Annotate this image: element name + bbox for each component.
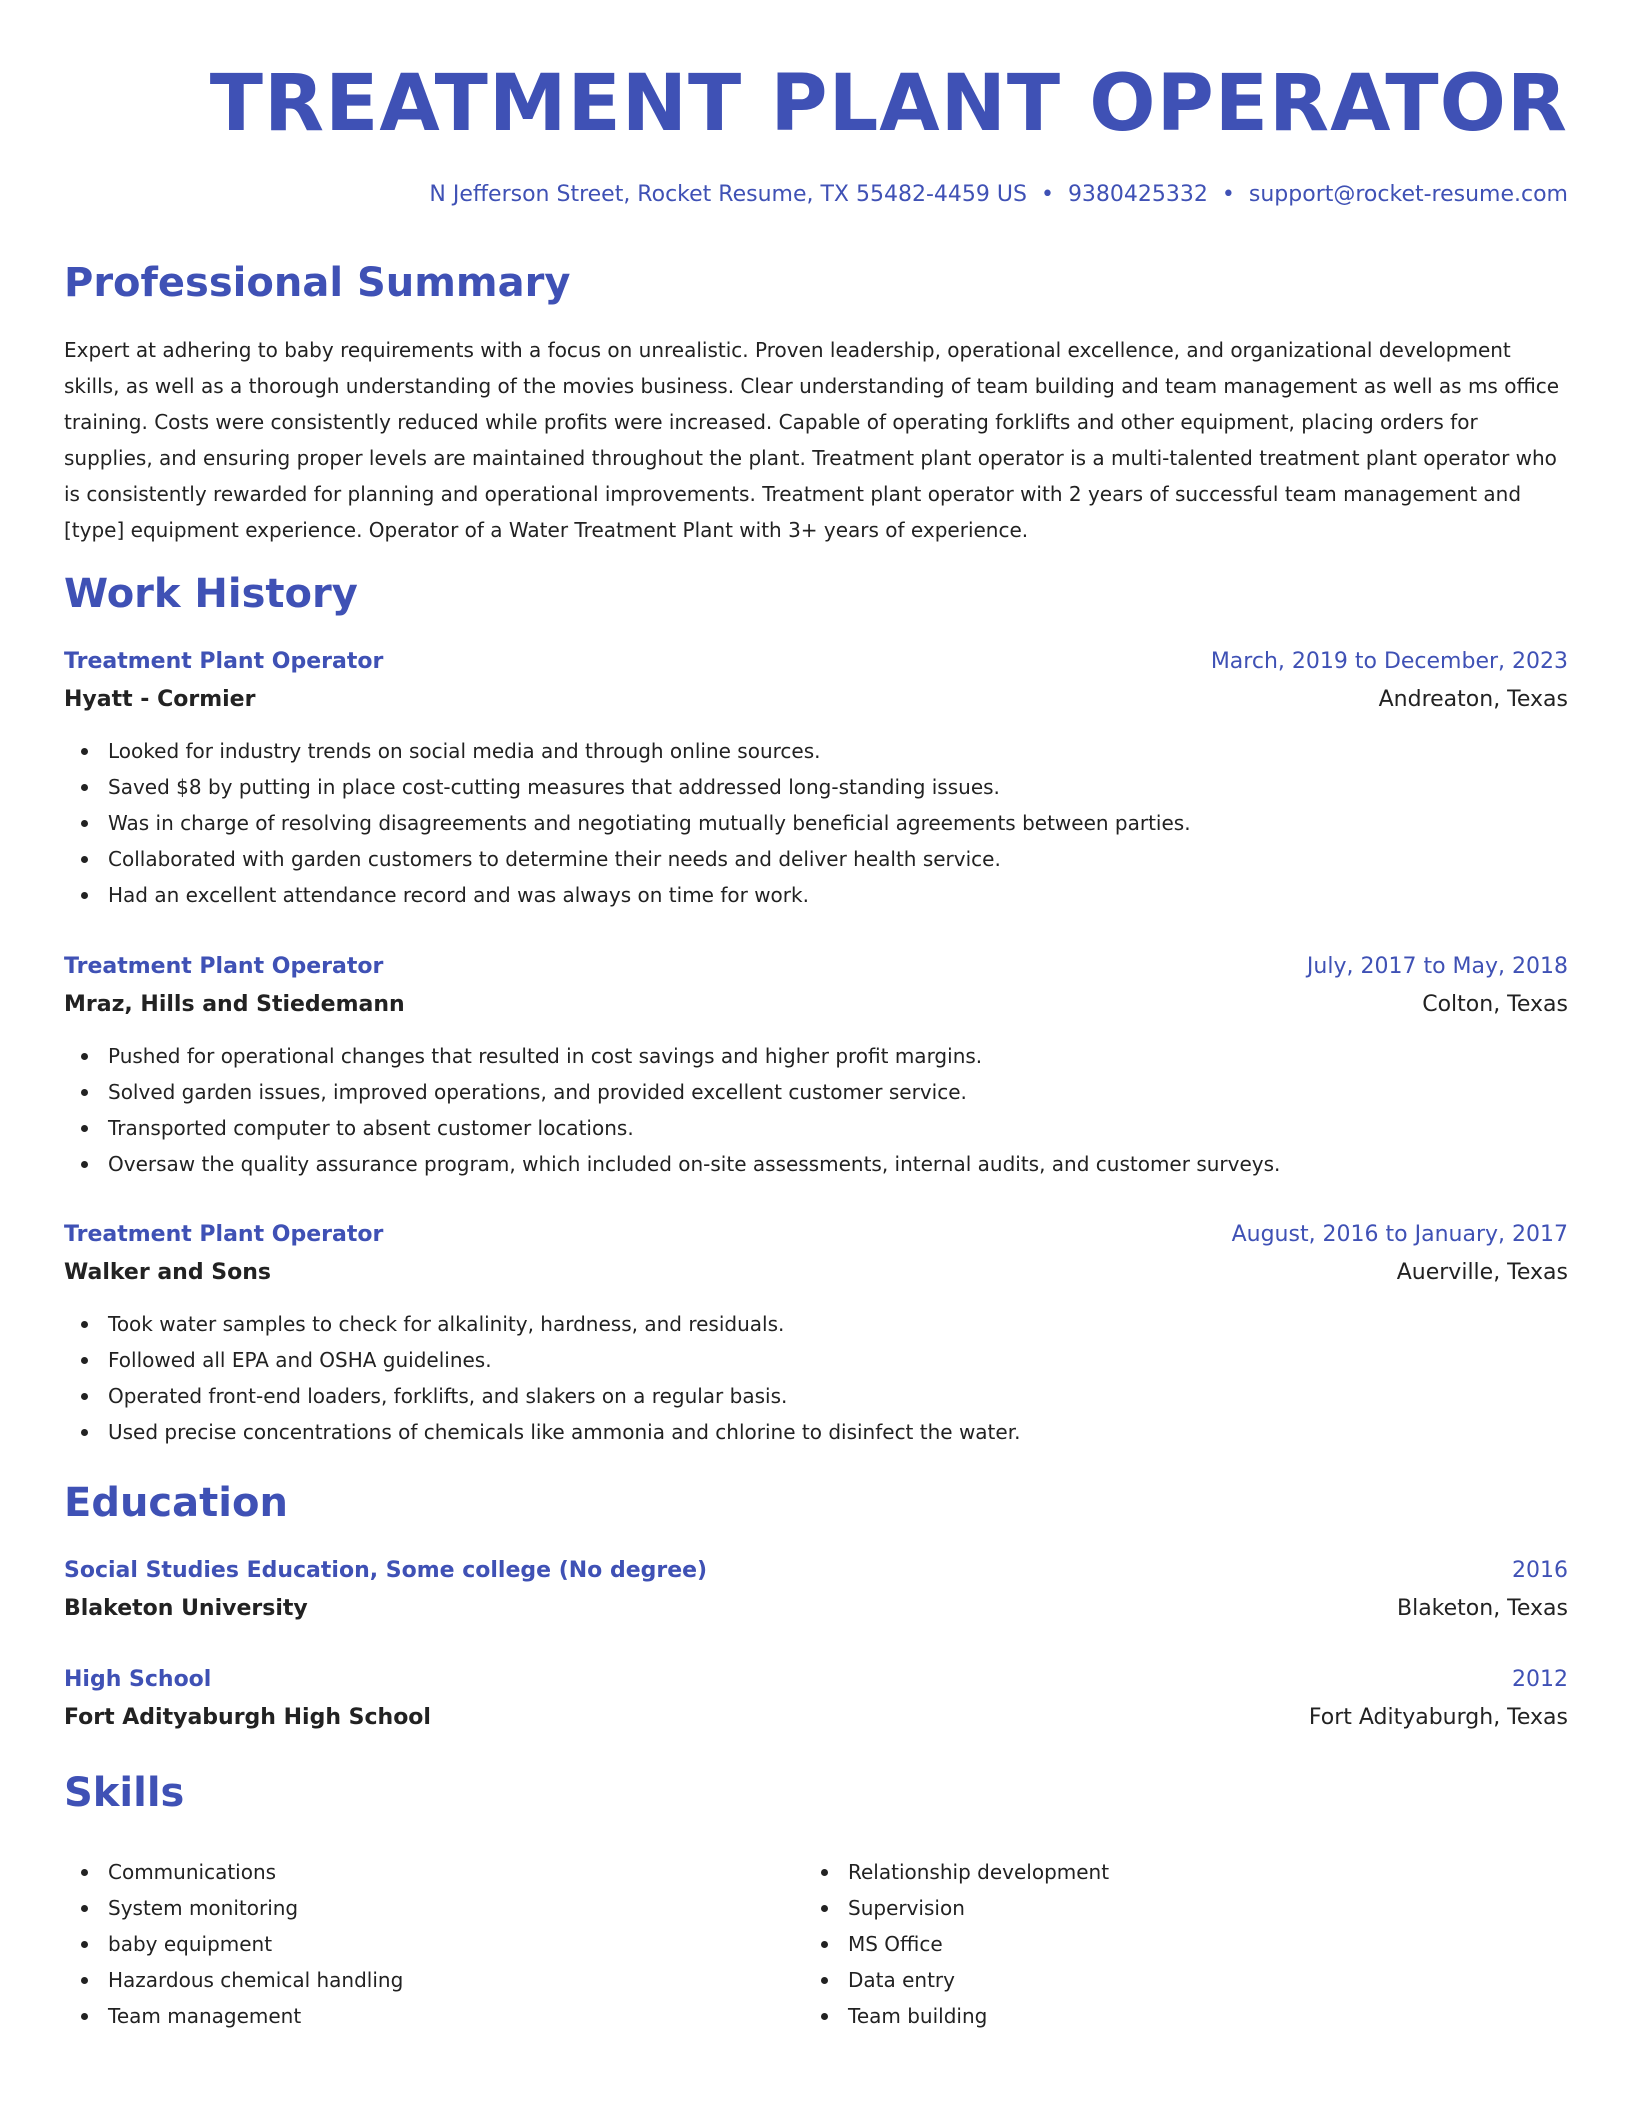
- job-dates: March, 2019 to December, 2023: [1210, 649, 1568, 674]
- contact-address: N Jefferson Street, Rocket Resume, TX 55482-4459 US: [429, 182, 1027, 207]
- job-company: Walker and Sons: [64, 1260, 271, 1285]
- job-location: Auerville, Texas: [1396, 1260, 1568, 1285]
- education-header-row: [64, 1552, 1568, 1590]
- job-bullet: Had an excellent attendance record and was always on time for work.: [108, 877, 1568, 913]
- skill-item: System monitoring: [108, 1890, 804, 1926]
- job-bullet: Looked for industry trends on social media and through online sources.: [108, 733, 1568, 769]
- job-location: Andreaton, Texas: [1378, 687, 1568, 712]
- job-dates: July, 2017 to May, 2018: [1306, 954, 1568, 979]
- job-dates: August, 2016 to January, 2017: [1231, 1222, 1568, 1247]
- job-company-row: [64, 986, 1568, 1024]
- skill-item: MS Office: [848, 1926, 1544, 1962]
- job-bullet: Pushed for operational changes that resulted in cost savings and higher profit margins.: [108, 1038, 1568, 1074]
- skills-column-right: [804, 1854, 1544, 2034]
- job-bullet: Saved $8 by putting in place cost-cutting measures that addressed long-standing issues.: [108, 769, 1568, 805]
- education-school-row: [64, 1699, 1568, 1737]
- job-bullet-list: [64, 1038, 1568, 1182]
- job-entry: [64, 948, 1568, 1182]
- job-bullet: Took water samples to check for alkalinity, hardness, and residuals.: [108, 1306, 1568, 1342]
- education-degree: Social Studies Education, Some college (No degree): [64, 1558, 708, 1583]
- job-role: Treatment Plant Operator: [64, 1222, 384, 1247]
- job-bullet: Transported computer to absent customer locations.: [108, 1110, 1568, 1146]
- job-bullet: Followed all EPA and OSHA guidelines.: [108, 1342, 1568, 1378]
- education-location: Fort Adityaburgh, Texas: [1308, 1705, 1568, 1730]
- contact-line: [429, 180, 1568, 210]
- job-company-row: [64, 681, 1568, 719]
- job-company: Hyatt - Cormier: [64, 687, 256, 712]
- job-bullet: Used precise concentrations of chemicals like ammonia and chlorine to disinfect the water.: [108, 1414, 1568, 1450]
- contact-separator: •: [1040, 182, 1054, 207]
- skills-column-left: [64, 1854, 804, 2034]
- education-school-row: [64, 1590, 1568, 1628]
- job-entry: [64, 1216, 1568, 1450]
- contact-phone: 9380425332: [1067, 182, 1208, 207]
- skill-item: Communications: [108, 1854, 804, 1890]
- job-bullet: Solved garden issues, improved operations, and provided excellent customer service.: [108, 1074, 1568, 1110]
- education-school: Blaketon University: [64, 1596, 308, 1621]
- job-bullet: Oversaw the quality assurance program, which included on-site assessments, internal audits, and customer surveys.: [108, 1146, 1568, 1182]
- skill-item: Relationship development: [848, 1854, 1544, 1890]
- job-header-row: [64, 1216, 1568, 1254]
- job-company: Mraz, Hills and Stiedemann: [64, 992, 405, 1017]
- section-title-summary: Professional Summary: [64, 260, 571, 306]
- job-bullet-list: [64, 1306, 1568, 1450]
- skill-item: Team building: [848, 1998, 1544, 2034]
- skills-list: [64, 1854, 1568, 2034]
- skill-item: Hazardous chemical handling: [108, 1962, 804, 1998]
- skills-bullet-list: [64, 1854, 804, 2034]
- skill-item: Supervision: [848, 1890, 1544, 1926]
- job-company-row: [64, 1254, 1568, 1292]
- job-entry: [64, 643, 1568, 913]
- education-year: 2012: [1512, 1667, 1568, 1692]
- section-title-work-history: Work History: [64, 571, 358, 617]
- skill-item: baby equipment: [108, 1926, 804, 1962]
- education-location: Blaketon, Texas: [1396, 1596, 1568, 1621]
- resume-name-title: TREATMENT PLANT OPERATOR: [209, 59, 1568, 149]
- contact-separator: •: [1221, 182, 1235, 207]
- education-year: 2016: [1512, 1558, 1568, 1583]
- education-header-row: [64, 1661, 1568, 1699]
- job-bullet: Was in charge of resolving disagreements and negotiating mutually beneficial agreements between parties.: [108, 805, 1568, 841]
- skills-bullet-list: [804, 1854, 1544, 2034]
- job-header-row: [64, 948, 1568, 986]
- section-title-skills: Skills: [64, 1770, 185, 1816]
- job-bullet: Operated front-end loaders, forklifts, and slakers on a regular basis.: [108, 1378, 1568, 1414]
- skill-item: Data entry: [848, 1962, 1544, 1998]
- job-bullet-list: [64, 733, 1568, 913]
- job-role: Treatment Plant Operator: [64, 649, 384, 674]
- education-entry: [64, 1661, 1568, 1737]
- education-degree: High School: [64, 1667, 212, 1692]
- summary-text: Expert at adhering to baby requirements with a focus on unrealistic. Proven leadership, operational excellence, and organizational development skills, as well as a thorough understanding of the movies business. Clear understanding of team building and team management as well as ms office training. Costs were consistently reduced while profits were increased. Capable of operating forklifts and other equipment, placing orders for supplies, and ensuring proper levels are maintained throughout the plant. Treatment plant operator is a multi-talented treatment plant operator who is consistently rewarded for planning and operational improvements. Treatment plant operator with 2 years of successful team management and [type] equipment experience. Operator of a Water Treatment Plant with 3+ years of experience.: [64, 338, 1560, 542]
- education-school: Fort Adityaburgh High School: [64, 1705, 431, 1730]
- job-header-row: [64, 643, 1568, 681]
- job-role: Treatment Plant Operator: [64, 954, 384, 979]
- job-location: Colton, Texas: [1422, 992, 1568, 1017]
- skill-item: Team management: [108, 1998, 804, 2034]
- contact-email[interactable]: support@rocket-resume.com: [1248, 182, 1568, 207]
- job-bullet: Collaborated with garden customers to determine their needs and deliver health service.: [108, 841, 1568, 877]
- education-entry: [64, 1552, 1568, 1628]
- section-title-education: Education: [64, 1480, 288, 1526]
